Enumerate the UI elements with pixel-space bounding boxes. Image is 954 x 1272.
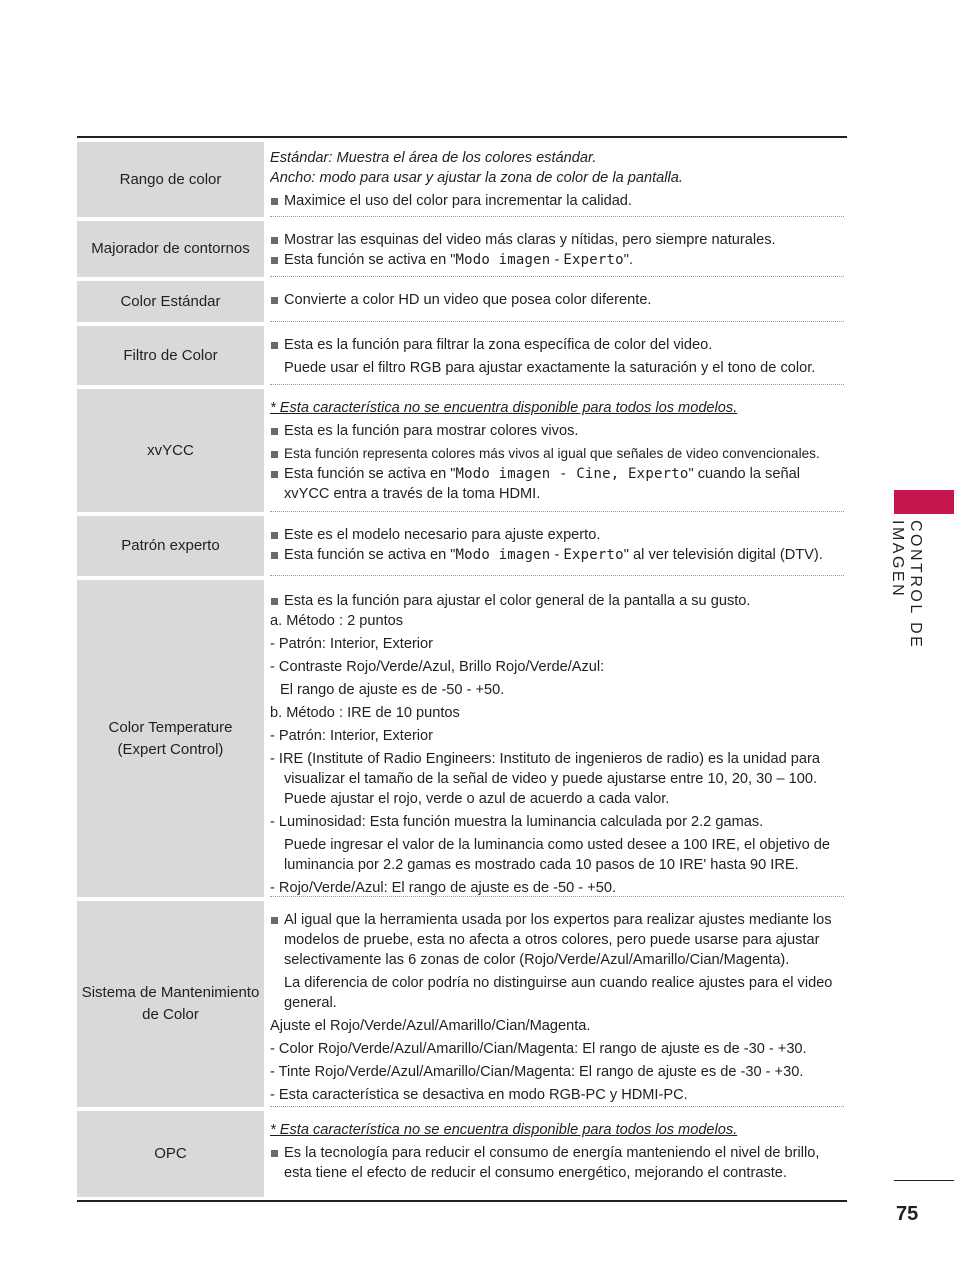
desc-line: Ancho: modo para usar y ajustar la zona de color de la pantalla. (270, 170, 683, 186)
row-label-text: Color Estándar (120, 292, 221, 310)
row-label-opc (77, 1111, 264, 1197)
desc-line: selectivamente las 6 zonas de color (Rojo/Verde/Azul/Amarillo/Cian/Magenta). (284, 952, 790, 968)
table-bottom-rule (77, 1200, 847, 1202)
desc-line: - Rojo/Verde/Azul: El rango de ajuste es de -50 - +50. (270, 880, 616, 896)
desc-line: Ajuste el Rojo/Verde/Azul/Amarillo/Cian/Magenta. (270, 1018, 591, 1034)
desc-line: esta tiene el efecto de reducir el consumo energético, mejorando el contraste. (284, 1165, 787, 1181)
desc-line: b. Método : IRE de 10 puntos (270, 705, 460, 721)
table-row (77, 1111, 847, 1197)
row-label-filtro-de-color (77, 326, 264, 385)
row-label-patron-experto (77, 516, 264, 576)
desc-line: - Contraste Rojo/Verde/Azul, Brillo Rojo/Verde/Azul: (270, 659, 605, 675)
row-label-color-estandar (77, 281, 264, 322)
desc-line: a. Método : 2 puntos (270, 613, 404, 629)
desc-line: Maximice el uso del color para incrementar la calidad. (270, 191, 844, 211)
row-description (270, 142, 844, 217)
row-label-color-temperature (77, 580, 264, 897)
desc-line: visualizar el tamaño de la señal de video y puede ajustarse entre 10, 20, 30 – 100. (284, 771, 818, 787)
row-description (270, 326, 844, 385)
desc-line (270, 545, 844, 565)
row-label-text: Patrón experto (121, 537, 220, 554)
desc-line: Mostrar las esquinas del video más claras y nítidas, pero siempre naturales. (270, 230, 844, 250)
table-top-rule (77, 136, 847, 138)
row-description (270, 901, 844, 1107)
desc-line: * Esta característica no se encuentra disponible para todos los modelos. (270, 1122, 738, 1138)
row-label-text: OPC (154, 1145, 187, 1162)
desc-line: Puede ingresar el valor de la luminancia como usted desee a 100 IRE, el objetivo de (284, 837, 830, 853)
row-label-text: de Color (142, 1006, 199, 1023)
row-label-text: Filtro de Color (123, 346, 218, 364)
table-row (77, 901, 847, 1107)
desc-line: Esta es la función para filtrar la zona específica de color del video. (270, 335, 844, 355)
desc-line: - Luminosidad: Esta función muestra la luminancia calculada por 2.2 gamas. (270, 814, 764, 830)
page-number-rule (894, 1180, 954, 1181)
row-description (270, 389, 844, 512)
desc-line: Puede usar el filtro RGB para ajustar exactamente la saturación y el tono de color. (284, 360, 816, 376)
menu-path: Modo imagen (455, 547, 551, 563)
row-label-rango-de-color (77, 142, 264, 217)
desc-line (270, 464, 844, 484)
row-description (270, 281, 844, 322)
table-row (77, 142, 847, 217)
desc-line: - IRE (Institute of Radio Engineers: Instituto de ingenieros de radio) es la unidad para (270, 751, 821, 767)
row-label-text: Majorador de contornos (91, 240, 250, 257)
table-row (77, 281, 847, 322)
row-description (270, 516, 844, 576)
menu-path: Modo imagen - Cine, Experto (455, 466, 689, 482)
row-label-text: Rango de color (119, 170, 222, 188)
menu-path: Modo imagen (455, 252, 551, 268)
row-label-text: (Expert Control) (117, 740, 224, 758)
desc-line: modelos de pruebe, esta no afecta a otros colores, pero puede usarse para ajustar (284, 932, 820, 948)
text-fragment: Esta función se activa en " (284, 252, 456, 268)
desc-line: general. (284, 995, 337, 1011)
desc-line: Este es el modelo necesario para ajuste experto. (270, 525, 844, 545)
row-label-majorador-de-contornos (77, 221, 264, 277)
desc-line: Estándar: Muestra el área de los colores estándar. (270, 150, 597, 166)
table-row (77, 221, 847, 277)
desc-line: La diferencia de color podría no distinguirse aun cuando realice ajustes para el video (284, 975, 833, 991)
row-label-xvycc (77, 389, 264, 512)
desc-line: Convierte a color HD un video que posea color diferente. (270, 290, 844, 310)
desc-line: luminancia por 2.2 gamas es mostrado cada 10 pasos de 10 IRE' hasta 90 IRE. (284, 857, 799, 873)
menu-path: Experto (563, 547, 624, 563)
desc-line: - Color Rojo/Verde/Azul/Amarillo/Cian/Magenta: El rango de ajuste es de -30 - +30. (270, 1041, 807, 1057)
menu-path: Experto (563, 252, 624, 268)
table-row (77, 326, 847, 385)
text-fragment: - (550, 547, 564, 563)
row-label-text: Sistema de Mantenimiento (81, 984, 260, 1001)
row-label-text: Color Temperature (108, 718, 233, 736)
table-row (77, 389, 847, 512)
desc-line: Esta función representa colores más vivos al igual que señales de video convencionales. (270, 444, 844, 464)
desc-line: Esta es la función para mostrar colores vivos. (270, 421, 844, 441)
text-fragment: " al ver televisión digital (DTV). (623, 547, 823, 563)
desc-line: - Esta característica se desactiva en modo RGB-PC y HDMI-PC. (270, 1087, 688, 1103)
row-description (270, 580, 844, 897)
row-label-text: xvYCC (147, 441, 194, 459)
text-fragment: - (550, 252, 564, 268)
desc-line: Esta es la función para ajustar el color general de la pantalla a su gusto. (270, 591, 844, 611)
desc-line: * Esta característica no se encuentra disponible para todos los modelos. (270, 400, 738, 416)
desc-line: - Tinte Rojo/Verde/Azul/Amarillo/Cian/Magenta: El rango de ajuste es de -30 - +30. (270, 1064, 804, 1080)
section-tab-marker (894, 490, 954, 514)
desc-line: - Patrón: Interior, Exterior (270, 636, 434, 652)
page-number: 75 (896, 1203, 919, 1225)
desc-line: El rango de ajuste es de -50 - +50. (280, 682, 505, 698)
desc-line: Es la tecnología para reducir el consumo de energía manteniendo el nivel de brillo, (270, 1143, 844, 1163)
desc-line: Puede ajustar el rojo, verde o azul de acuerdo a cada valor. (284, 791, 670, 807)
text-fragment: ". (623, 252, 634, 268)
row-description (270, 221, 844, 277)
text-fragment: Esta función se activa en " (284, 466, 456, 482)
text-fragment: Esta función se activa en " (284, 547, 456, 563)
row-description (270, 1111, 844, 1197)
text-fragment: " cuando la señal (688, 466, 800, 482)
desc-line: Al igual que la herramienta usada por los expertos para realizar ajustes mediante los (270, 910, 844, 930)
desc-line: - Patrón: Interior, Exterior (270, 728, 434, 744)
section-title-vertical: CONTROL DE IMAGEN (889, 520, 924, 650)
desc-line (270, 250, 844, 270)
table-row (77, 580, 847, 897)
desc-line: xvYCC entra a través de la toma HDMI. (284, 486, 541, 502)
table-row (77, 516, 847, 576)
row-label-sistema-de-mantenimiento (77, 901, 264, 1107)
